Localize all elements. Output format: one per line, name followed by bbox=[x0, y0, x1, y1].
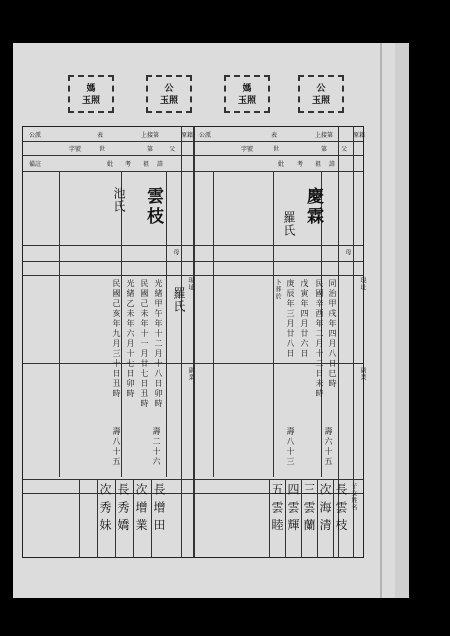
left-death-ma: 民國己亥年九月三十日丑時 bbox=[112, 279, 121, 399]
yuanji-label-left: 原籍 bbox=[181, 132, 194, 139]
xianzhi-label: 現址 bbox=[359, 277, 366, 291]
col-rule bbox=[59, 171, 60, 477]
row-rule bbox=[23, 261, 363, 262]
photo-caption: 公 bbox=[316, 84, 326, 94]
photo-caption-2: 玉照 bbox=[237, 96, 256, 106]
child-name: 四 雲 輝 bbox=[286, 483, 300, 532]
yuanji-label: 原籍 bbox=[353, 132, 366, 139]
right-age-ma: 壽八十三 bbox=[286, 427, 295, 467]
zu-label: 祖 bbox=[315, 161, 322, 168]
photo-caption-2: 玉照 bbox=[311, 96, 330, 106]
row-rule bbox=[23, 363, 363, 364]
fuye-label: 副業 bbox=[359, 367, 366, 381]
shi-label: 世 bbox=[273, 146, 280, 153]
gongpai-label: 公派 bbox=[199, 132, 212, 139]
right-kao-name: 慶霖 bbox=[303, 187, 323, 227]
fu-label: 父 bbox=[341, 146, 348, 153]
bi-label-left: 妣 bbox=[107, 161, 114, 168]
kao-label-left: 考 bbox=[125, 161, 132, 168]
header-rule bbox=[23, 171, 363, 172]
child-name: 三 雲 蘭 bbox=[302, 483, 316, 532]
right-burial: 卜葬於 bbox=[274, 279, 281, 300]
left-kao-name: 雲枝 bbox=[143, 187, 163, 227]
col-rule bbox=[213, 171, 214, 477]
di-label: 第 bbox=[321, 146, 328, 153]
page-gutter bbox=[380, 43, 382, 598]
mu-label: 母 bbox=[344, 249, 351, 256]
photo-box-gong-left bbox=[146, 75, 192, 113]
genealogy-table bbox=[22, 126, 364, 558]
header-rule bbox=[23, 155, 363, 156]
hui-label-left: 諱 bbox=[157, 161, 164, 168]
mu-label-left: 母 bbox=[172, 249, 179, 256]
left-age-gong: 壽二十六 bbox=[152, 427, 161, 467]
xianzhi-label-left: 現址 bbox=[187, 277, 194, 291]
right-bi-name: 羅氏 bbox=[282, 211, 296, 237]
photo-caption: 媽 bbox=[86, 84, 96, 94]
bi-label: 妣 bbox=[278, 161, 285, 168]
zihao-label-left: 字號 bbox=[69, 146, 82, 153]
right-death-ma: 庚辰年三月廿八日 bbox=[286, 279, 295, 359]
zihao-label: 字號 bbox=[241, 146, 254, 153]
page-edge bbox=[395, 43, 409, 598]
child-name: 次 海 清 bbox=[318, 483, 332, 532]
child-name: 長 雲 枝 bbox=[334, 483, 348, 532]
left-birth-ma: 光緒乙未年六月十七日卯時 bbox=[126, 279, 135, 399]
fu-label-left: 父 bbox=[169, 146, 176, 153]
photo-box-ma-left bbox=[68, 75, 114, 113]
zu-label-left: 祖 bbox=[143, 161, 150, 168]
child-name: 五 雲 睦 bbox=[270, 483, 284, 532]
shi-label-left: 世 bbox=[99, 146, 106, 153]
col-rule bbox=[273, 171, 274, 477]
right-birth-ma: 戊寅年四月廿六日 bbox=[300, 279, 309, 359]
biao-label-left: 表 bbox=[97, 132, 104, 139]
left-bi-name: 池氏 bbox=[112, 187, 126, 213]
photo-box-ma-right bbox=[224, 75, 270, 113]
photo-caption: 公 bbox=[164, 84, 174, 94]
shangjie-label-left: 上接第 bbox=[141, 132, 160, 139]
left-death-gong: 民國己未年十一月廿七日丑時 bbox=[140, 279, 149, 409]
child-name: 長 秀 嬌 bbox=[116, 483, 130, 532]
photo-caption-2: 玉照 bbox=[81, 96, 100, 106]
hui-label: 諱 bbox=[329, 161, 336, 168]
row-rule bbox=[23, 245, 363, 246]
di-label-left: 第 bbox=[147, 146, 154, 153]
right-birth-gong: 同治甲戌年四月八日巳時 bbox=[328, 279, 337, 389]
right-death-gong: 民國辛酉年二月十二日未時 bbox=[315, 279, 324, 399]
shangjie-label: 上接第 bbox=[315, 132, 334, 139]
photo-caption: 媽 bbox=[242, 84, 252, 94]
left-age-ma: 壽八十五 bbox=[112, 427, 121, 467]
photo-box-gong-right bbox=[298, 75, 344, 113]
biao-label: 表 bbox=[271, 132, 278, 139]
fuye-label-left: 副業 bbox=[187, 367, 194, 381]
row-rule bbox=[23, 479, 363, 480]
col-rule bbox=[166, 171, 167, 477]
beizhu-label: 備註 bbox=[29, 161, 42, 168]
children-header: 子女姓名 bbox=[350, 483, 357, 511]
row-rule bbox=[23, 275, 363, 276]
photo-caption-2: 玉照 bbox=[159, 96, 178, 106]
kao-label: 考 bbox=[297, 161, 304, 168]
right-age-gong: 壽六十五 bbox=[324, 427, 333, 467]
child-name: 次 秀 妹 bbox=[98, 483, 112, 532]
child-name: 次 增 業 bbox=[134, 483, 148, 532]
left-mother-note: 羅氏 bbox=[172, 287, 186, 313]
child-name: 長 增 田 bbox=[152, 483, 166, 532]
child-col bbox=[79, 479, 80, 557]
left-birth-gong: 光緒甲午年十二月十八日卯時 bbox=[154, 279, 163, 409]
header-rule bbox=[23, 141, 363, 142]
gongpai-label-left: 公派 bbox=[29, 132, 42, 139]
